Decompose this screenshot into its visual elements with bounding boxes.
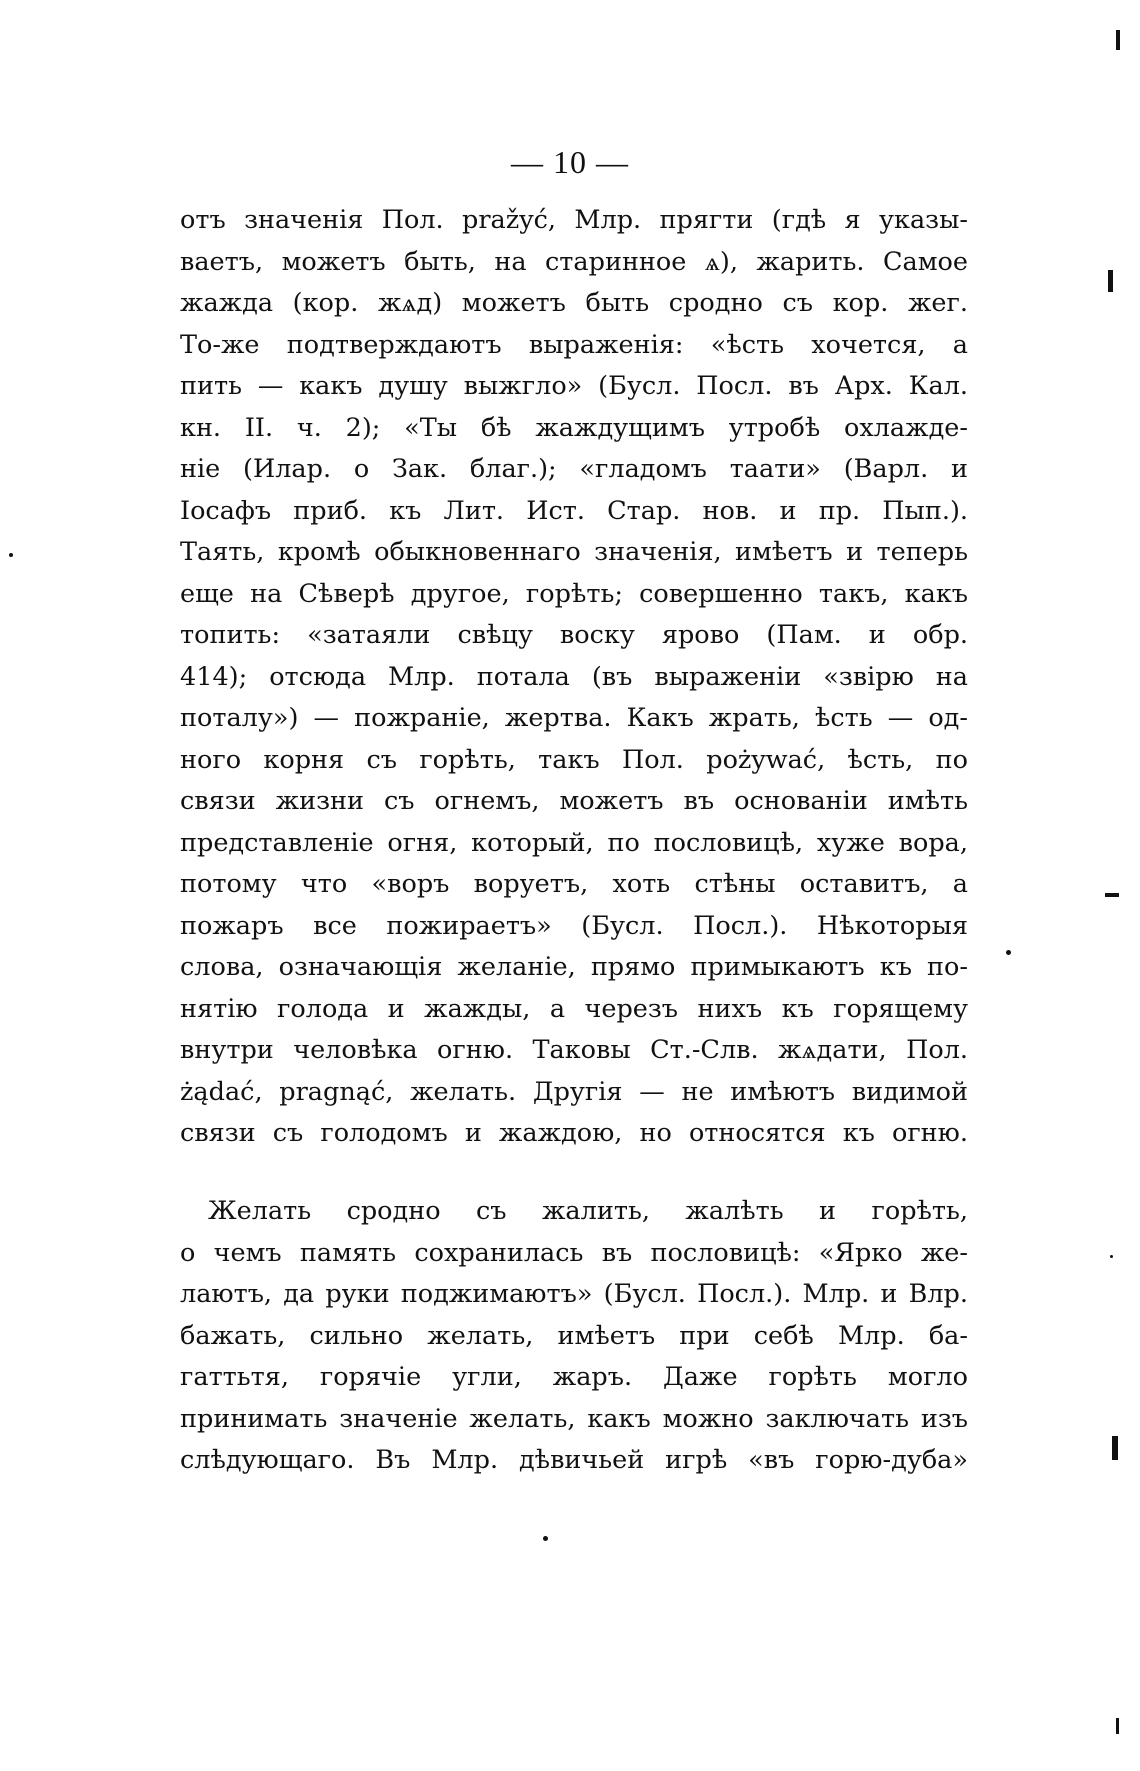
text-line: гаттьтя, горячіе угли, жаръ. Даже горѣть могло [180,1362,968,1392]
scan-mark [1105,893,1119,897]
scan-speck [1006,950,1011,955]
scan-mark [1116,1718,1119,1734]
scan-speck [9,553,13,557]
text-line: потому что «воръ воруетъ, хоть стѣны оставитъ, а [180,869,968,899]
scan-mark [1116,30,1120,50]
text-line: пожаръ все пожираетъ» (Бусл. Посл.). Нѣкоторыя [180,910,968,941]
text-line: жажда (кор. жѧд) можетъ быть сродно съ кор. жег. [180,288,968,318]
paragraph-2 [180,1191,968,1482]
text-line: кн. II. ч. 2); «Ты бѣ жаждущимъ утробѣ охлажде- [180,412,968,443]
text-line: отъ значенія Пол. pražyć, Млр. прягти (гдѣ я указы- [180,205,968,235]
text-line: еще на Сѣверѣ другое, горѣть; совершенно такъ, какъ [180,578,968,609]
text-line: связи съ голодомъ и жаждою, но относятся къ огню. [180,1118,968,1148]
text-line: поталу») — пожраніе, жертва. Какъ жрать, ѣсть — од- [180,703,968,733]
scan-speck [543,1536,548,1541]
text-line: внутри человѣка огню. Таковы Ст.-Слв. жѧдати, Пол. [180,1035,968,1065]
scan-speck [1110,1255,1113,1258]
text-line: ваетъ, можетъ быть, на старинное ѧ), жарить. Самое [180,246,968,277]
page-number: — 10 — [511,144,629,180]
text-line: слѣдующаго. Въ Млр. дѣвичьей игрѣ «въ горю-дуба» [180,1445,968,1475]
text-line: нятію голода и жажды, а черезъ нихъ къ горящему [180,993,968,1024]
text-line: представленіе огня, который, по пословицѣ, хуже вора, [180,827,968,858]
text-line: Іосафъ приб. къ Лит. Ист. Стар. нов. и пр. Пып.). [180,495,968,526]
text-line: слова, означающія желаніе, прямо примыкаютъ къ по- [180,952,968,982]
scan-mark [1108,270,1113,292]
text-line: топить: «затаяли свѣцу воску ярово (Пам. и обр. [180,620,968,650]
text-line: ніе (Илар. о Зак. благ.); «гладомъ таати» (Варл. и [180,454,968,484]
text-line: То-же подтверждаютъ выраженія: «ѣсть хочется, а [180,329,968,360]
text-line: принимать значеніе желать, какъ можно заключать изъ [180,1403,968,1434]
text-line: żądać, pragnąć, желать. Другія — не имѣютъ видимой [180,1076,968,1107]
text-line: лаютъ, да руки поджимаютъ» (Бусл. Посл.). Млр. и Влр. [180,1279,968,1309]
text-line: ного корня съ горѣть, такъ Пол. pożywać, ѣсть, по [180,744,968,775]
scan-mark [1112,1436,1118,1460]
text-line: 414); отсюда Млр. потала (въ выраженіи «звірю на [180,661,968,692]
paragraph-1 [180,200,968,1155]
text-line: Таять, кромѣ обыкновеннаго значенія, имѣетъ и теперь [180,537,968,567]
text-line: Желать сродно съ жалить, жалѣть и горѣть, [208,1196,968,1226]
text-line: пить — какъ душу выжгло» (Бусл. Посл. въ Арх. Кал. [180,371,968,401]
text-line: о чемъ память сохранилась въ пословицѣ: «Ярко же- [180,1237,968,1268]
text-line: бажать, сильно желать, имѣетъ при себѣ Млр. ба- [180,1320,968,1351]
text-line: связи жизни съ огнемъ, можетъ въ основаніи имѣть [180,786,968,816]
